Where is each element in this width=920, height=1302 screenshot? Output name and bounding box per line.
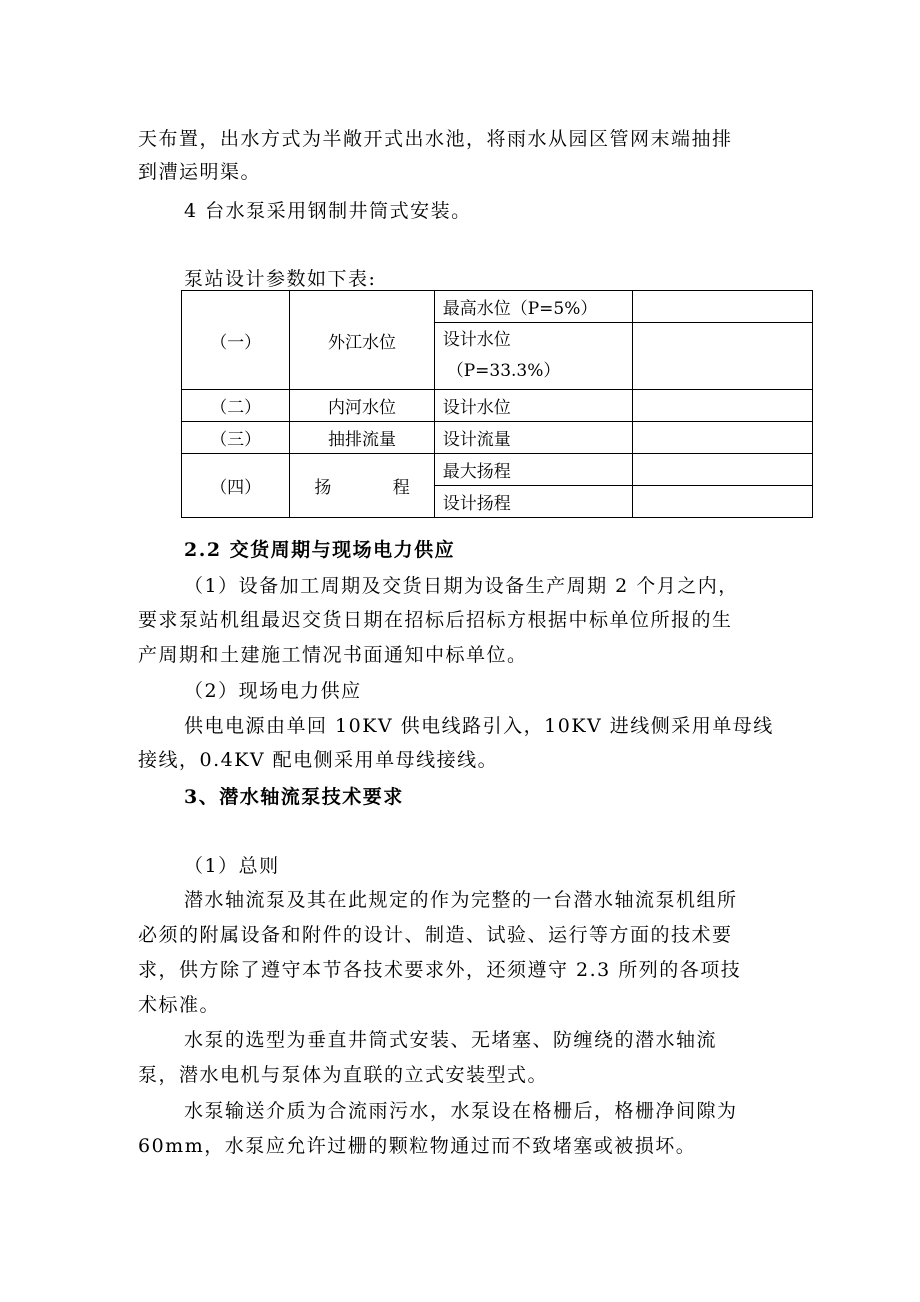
table-cell-no: （三） xyxy=(182,422,290,454)
table-cell-value xyxy=(632,486,812,518)
table-cell-sub: 最高水位（P=5%） xyxy=(434,291,632,323)
paragraph-line: 产周期和土建施工情况书面通知中标单位。 xyxy=(138,644,528,666)
table-caption: 泵站设计参数如下表: xyxy=(184,268,377,290)
table-cell-item: 抽排流量 xyxy=(290,422,434,454)
paragraph-line: （1）设备加工周期及交货日期为设备生产周期 2 个月之内， xyxy=(184,575,739,597)
subsection-heading: （2）现场电力供应 xyxy=(184,680,362,702)
paragraph-line: 必须的附属设备和附件的设计、制造、试验、运行等方面的技术要 xyxy=(138,924,733,946)
paragraph-line: 供电电源由单回 10KV 供电线路引入，10KV 进线侧采用单母线 xyxy=(184,715,774,737)
table-row xyxy=(182,454,813,486)
paragraph-line: 泵，潜水电机与泵体为直联的立式安装型式。 xyxy=(138,1064,549,1086)
paragraph-line: 4 台水泵采用钢制井筒式安装。 xyxy=(184,200,472,222)
section-heading: 2.2 交货周期与现场电力供应 xyxy=(184,539,456,561)
subsection-heading: （1）总则 xyxy=(184,855,280,877)
table-row xyxy=(182,390,813,422)
table-cell-no: （四） xyxy=(182,454,290,518)
table-cell-item-char: 程 xyxy=(392,478,410,498)
table-cell-item xyxy=(290,454,434,518)
paragraph-line: 天布置，出水方式为半敞开式出水池，将雨水从园区管网末端抽排 xyxy=(138,128,733,150)
table-cell-sub-line1: 设计水位 xyxy=(442,330,511,350)
table-cell-sub: 设计扬程 xyxy=(434,486,632,518)
paragraph-line: 要求泵站机组最迟交货日期在招标后招标方根据中标单位所报的生 xyxy=(138,609,733,631)
table-cell-value xyxy=(632,291,812,323)
table-cell-no: （二） xyxy=(182,390,290,422)
table-cell-sub-line2: （P=33.3%） xyxy=(446,361,561,381)
table-cell-sub: 设计水位 xyxy=(434,390,632,422)
table-cell-item: 外江水位 xyxy=(290,291,434,390)
paragraph-line: 术标准。 xyxy=(138,994,221,1016)
table-cell-no: （一） xyxy=(182,291,290,390)
section-heading: 3、潜水轴流泵技术要求 xyxy=(184,786,404,808)
table-cell-value xyxy=(632,390,812,422)
table-cell-sub: 设计流量 xyxy=(434,422,632,454)
paragraph-line: 水泵的选型为垂直井筒式安装、无堵塞、防缠绕的潜水轴流 xyxy=(184,1029,718,1051)
table-row xyxy=(182,422,813,454)
table-row xyxy=(182,291,813,323)
paragraph-line: 潜水轴流泵及其在此规定的作为完整的一台潜水轴流泵机组所 xyxy=(184,889,738,911)
paragraph-line: 求，供方除了遵守本节各技术要求外，还须遵守 2.3 所列的各项技 xyxy=(138,959,742,981)
paragraph-line: 水泵输送介质为合流雨污水，水泵设在格栅后，格栅净间隙为 xyxy=(184,1100,738,1122)
table-cell-item-char: 扬 xyxy=(314,478,332,498)
pump-station-parameters-table xyxy=(181,290,813,518)
table-cell-item: 内河水位 xyxy=(290,390,434,422)
table-cell-value xyxy=(632,454,812,486)
table-cell-sub xyxy=(434,323,632,390)
paragraph-line: 接线，0.4KV 配电侧采用单母线接线。 xyxy=(138,749,499,771)
paragraph-line: 到漕运明渠。 xyxy=(138,161,262,183)
table-cell-sub: 最大扬程 xyxy=(434,454,632,486)
table-cell-value xyxy=(632,323,812,390)
paragraph-line: 60mm，水泵应允许过栅的颗粒物通过而不致堵塞或被损坏。 xyxy=(138,1135,697,1157)
table-cell-value xyxy=(632,422,812,454)
